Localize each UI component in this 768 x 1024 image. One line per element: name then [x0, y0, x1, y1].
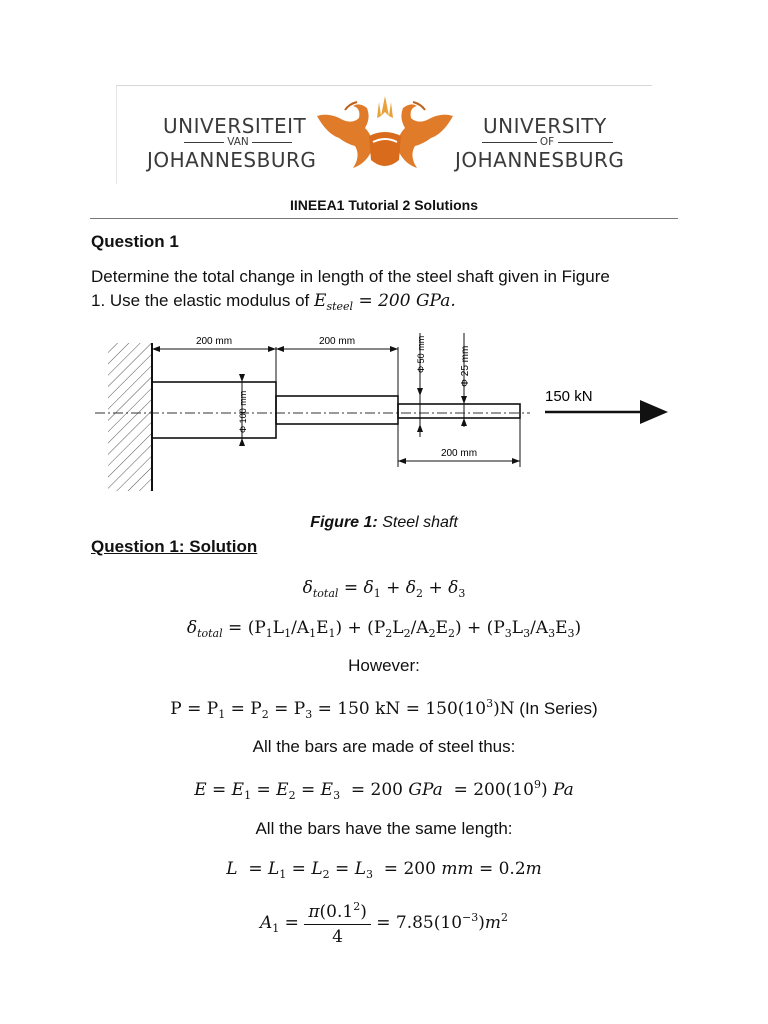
header-divider	[90, 218, 678, 219]
figure-caption: Figure 1: Steel shaft	[310, 514, 458, 531]
question-text-line1: Determine the total change in length of the steel shaft given in Figure	[91, 267, 610, 286]
dia-large-label: Φ 100 mm	[238, 390, 248, 433]
university-logo	[116, 85, 652, 184]
shaft-segment-small	[398, 404, 520, 418]
equation-modulus: $E = E_1 = E_2 = E_3 = 200$ GPa = $200(10^9)$ Pa	[194, 778, 574, 802]
dia-small-label: Φ 25 mm	[460, 345, 471, 387]
equation-area: $A_1$ = $\frac{\pi(0.1^2)}{4}$ = $7.85(10^{-3})m^2$	[260, 900, 508, 947]
logo-left-line2: VAN	[163, 136, 313, 148]
solution-title: Question 1: Solution	[91, 537, 258, 556]
shaft-segment-mid	[276, 396, 398, 424]
steel-shaft-figure	[90, 325, 680, 495]
load-label: 150 kN	[545, 388, 593, 405]
dim-top-mid: 200 mm	[318, 336, 356, 347]
logo-left-line1: UNIVERSITEIT	[163, 114, 307, 138]
dia-mid-label: Φ 50 mm	[416, 335, 426, 373]
equation-length: $L = L_1 = L_2 = L_3 = 200$ mm = 0.2m	[226, 859, 542, 881]
logo-left-line3: JOHANNESBURG	[147, 148, 317, 172]
document-header: IINEEA1 Tutorial 2 Solutions	[290, 197, 478, 213]
logo-right-line2: OF	[467, 136, 627, 148]
question-text	[91, 265, 691, 319]
question-text-line2: 1. Use the elastic modulus of $E_{steel} = 200$ GPa.	[91, 291, 456, 313]
dim-bottom: 200 mm	[440, 448, 478, 459]
dim-top-left: 200 mm	[195, 336, 233, 347]
shaft-segment-large	[152, 382, 276, 438]
logo-right-line3: JOHANNESBURG	[455, 148, 625, 172]
wall-hatch	[108, 343, 152, 491]
load-arrow-icon	[640, 400, 668, 424]
equation-load: $P = P_1 = P_2 = P_3 = 150$ kN = $150(10^3)N$ (In Series)	[170, 697, 598, 721]
however-text: However:	[348, 656, 420, 675]
question-title: Question 1	[91, 232, 179, 251]
length-text: All the bars have the same length:	[255, 819, 513, 838]
equation-total: $\delta_{total} = \delta_1 + \delta_2 + \delta_3$	[302, 578, 466, 600]
steel-text: All the bars are made of steel thus:	[252, 737, 516, 756]
crest-birds-icon	[309, 94, 461, 180]
logo-right-line1: UNIVERSITY	[483, 114, 607, 138]
equation-expanded: $\delta_{total} = (P_1L_1/A_1E_1) + (P_2L_2/A_2E_2) + (P_3L_3/A_3E_3)$	[186, 618, 582, 640]
